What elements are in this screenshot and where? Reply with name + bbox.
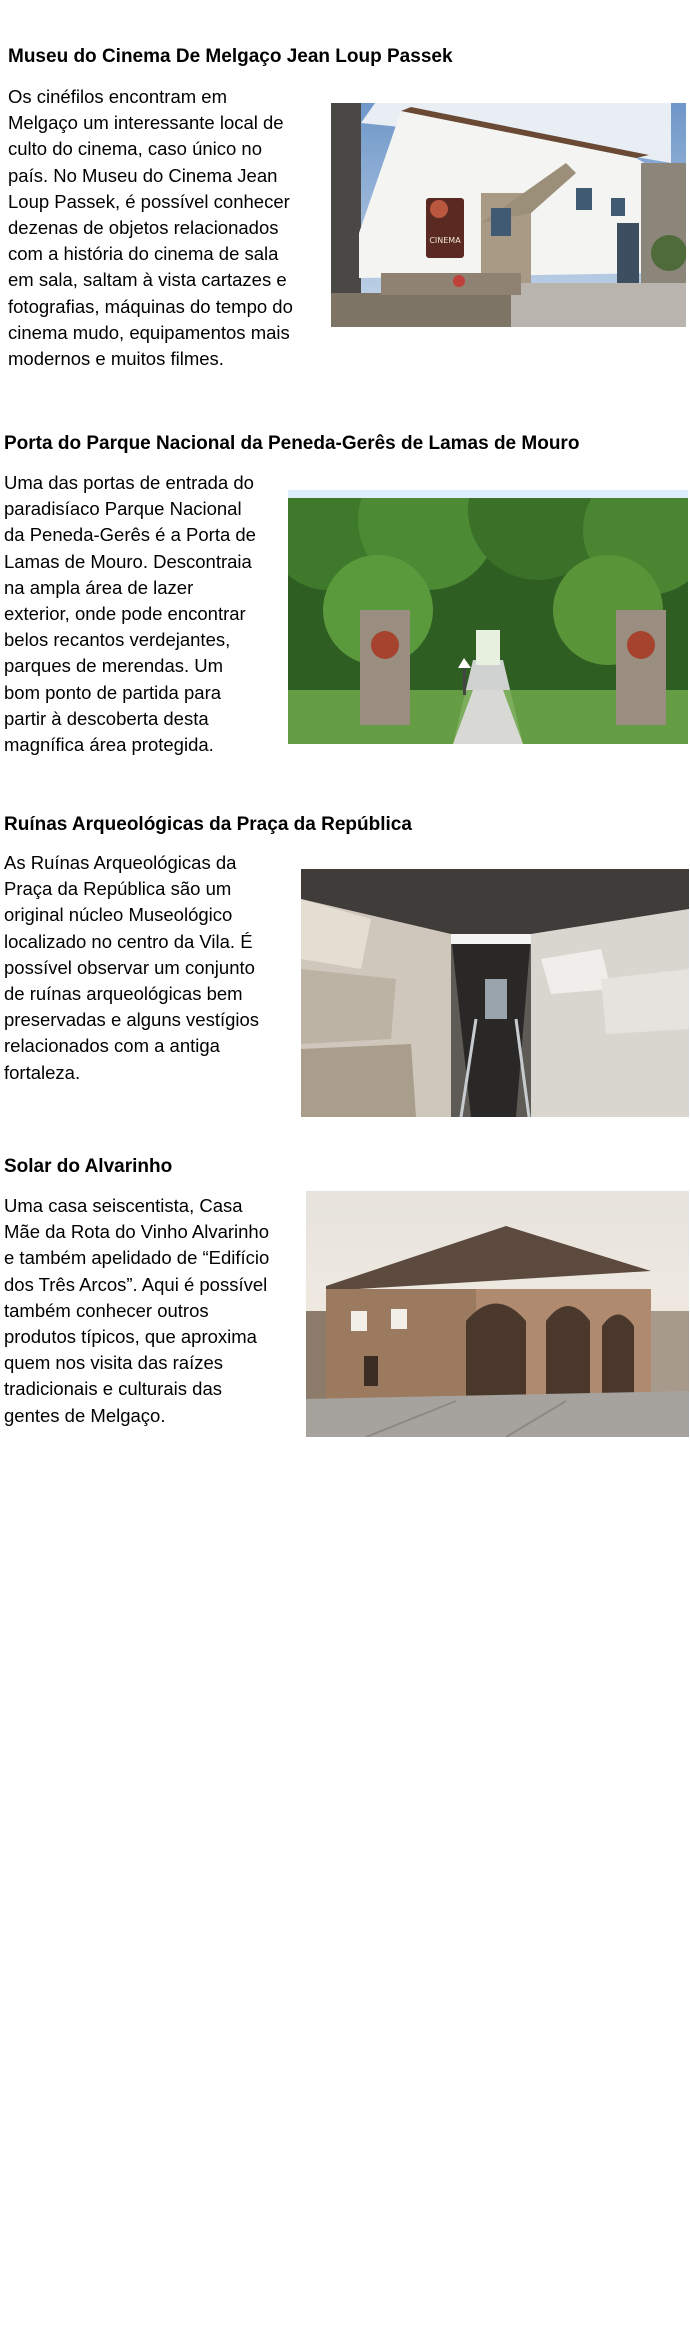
text-line: tradicionais e culturais das xyxy=(4,1378,222,1400)
text-line: país. No Museu do Cinema Jean xyxy=(8,164,278,186)
park-gate-photo xyxy=(288,490,688,744)
text-line: dezenas de objetos relacionados xyxy=(8,217,279,239)
text-line: Lamas de Mouro. Descontraia xyxy=(4,550,252,572)
section-text xyxy=(4,470,256,758)
section-title: Museu do Cinema De Melgaço Jean Loup Passek xyxy=(8,46,453,67)
section-title: Solar do Alvarinho xyxy=(4,1156,173,1177)
ruins-photo xyxy=(301,869,689,1117)
text-line: dos Três Arcos”. Aqui é possível xyxy=(4,1273,268,1295)
text-line: Melgaço um interessante local de xyxy=(8,112,284,134)
text-line: parques de merendas. Um xyxy=(4,655,224,677)
text-line: modernos e muitos filmes. xyxy=(8,348,224,370)
section-title: Ruínas Arqueológicas da Praça da República xyxy=(4,814,412,835)
museum-photo xyxy=(331,103,686,327)
text-line: preservadas e alguns vestígios xyxy=(4,1009,260,1031)
text-line: Praça da República são um xyxy=(4,878,232,900)
text-line: partir à descoberta desta xyxy=(4,707,209,729)
text-line: fortaleza. xyxy=(4,1061,81,1083)
text-line: Loup Passek, é possível conhecer xyxy=(8,190,290,212)
text-line: também conhecer outros xyxy=(4,1299,209,1321)
text-line: original núcleo Museológico xyxy=(4,904,233,926)
text-line: bom ponto de partida para xyxy=(4,681,222,703)
text-line: com a história do cinema de sala xyxy=(8,243,279,265)
text-line: exterior, onde pode encontrar xyxy=(4,603,246,625)
text-line: relacionados com a antiga xyxy=(4,1035,220,1057)
text-line: gentes de Melgaço. xyxy=(4,1404,166,1426)
text-line: na ampla área de lazer xyxy=(4,576,194,598)
text-line: possível observar um conjunto xyxy=(4,956,255,978)
solar-alvarinho-photo xyxy=(306,1191,689,1437)
text-line: localizado no centro da Vila. É xyxy=(4,930,253,952)
text-line: em sala, saltam à vista cartazes e xyxy=(8,269,287,291)
text-line: e também apelidado de “Edifício xyxy=(4,1247,270,1269)
text-line: belos recantos verdejantes, xyxy=(4,629,231,651)
text-line: fotografias, máquinas do tempo do xyxy=(8,295,293,317)
text-line: da Peneda-Gerês é a Porta de xyxy=(4,524,256,546)
text-line: produtos típicos, que aproxima xyxy=(4,1326,257,1348)
text-line: de ruínas arqueológicas bem xyxy=(4,983,243,1005)
text-line: Os cinéfilos encontram em xyxy=(8,86,228,107)
section-text xyxy=(8,84,293,372)
text-line: magnífica área protegida. xyxy=(4,734,214,756)
text-line: culto do cinema, caso único no xyxy=(8,138,263,160)
section-text xyxy=(4,850,259,1086)
section-title: Porta do Parque Nacional da Peneda-Gerês de Lamas de Mouro xyxy=(4,433,580,454)
text-line: cinema mudo, equipamentos mais xyxy=(8,321,290,343)
text-line: Mãe da Rota do Vinho Alvarinho xyxy=(4,1221,270,1243)
section-text xyxy=(4,1193,269,1429)
cinema-sign-text: CINEMA xyxy=(429,236,461,245)
text-line: Uma casa seiscentista, Casa xyxy=(4,1195,243,1216)
text-line: paradisíaco Parque Nacional xyxy=(4,498,242,520)
text-line: Uma das portas de entrada do xyxy=(4,472,254,493)
text-line: As Ruínas Arqueológicas da xyxy=(4,852,237,873)
text-line: quem nos visita das raízes xyxy=(4,1352,224,1374)
